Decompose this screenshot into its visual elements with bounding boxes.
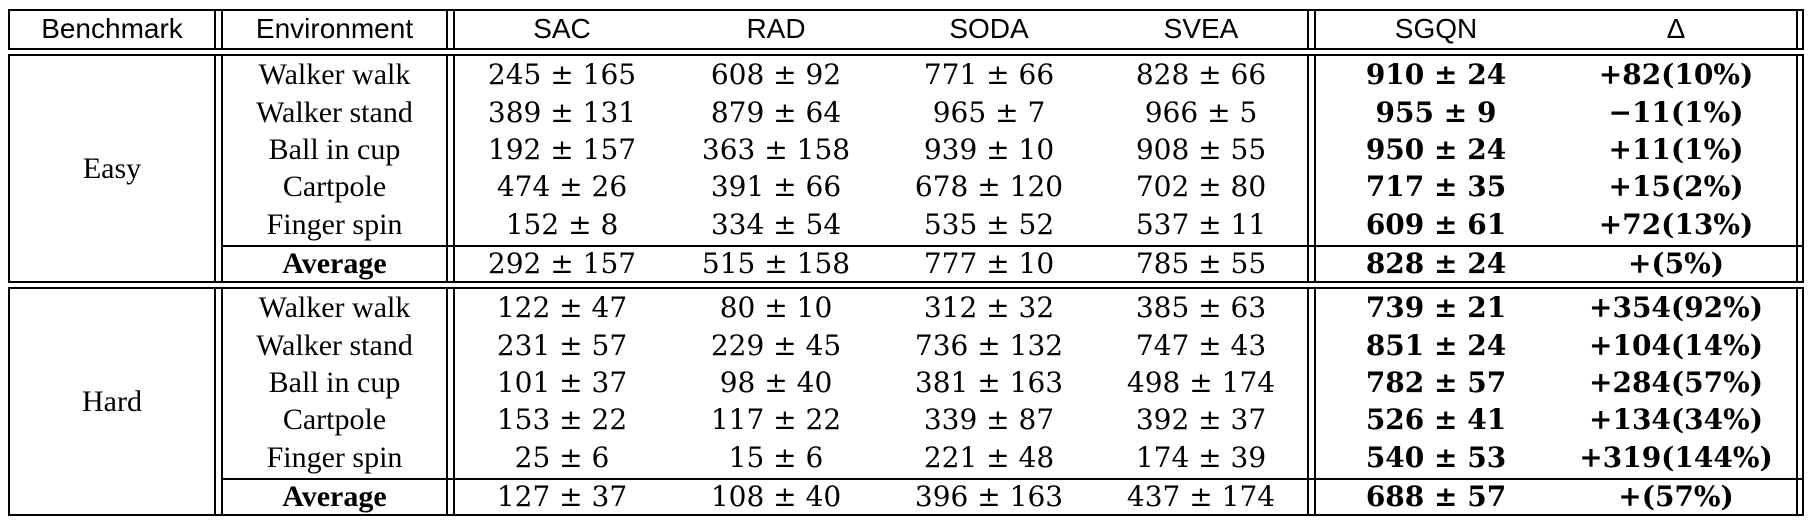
sgqn-cell: 526 ± 41 bbox=[1365, 402, 1507, 436]
soda-cell: 381 ± 163 bbox=[914, 365, 1064, 399]
rule-easy-bottom bbox=[8, 281, 1804, 283]
svea-cell: 437 ± 174 bbox=[1126, 480, 1276, 513]
sgqn-cell: 828 ± 24 bbox=[1365, 247, 1507, 280]
svea-cell: 908 ± 55 bbox=[1135, 132, 1267, 166]
soda-cell: 678 ± 120 bbox=[914, 169, 1064, 203]
delta-cell: +134(34%) bbox=[1589, 402, 1763, 436]
svea-cell: 174 ± 39 bbox=[1135, 441, 1267, 474]
svea-cell: 385 ± 63 bbox=[1135, 291, 1267, 324]
rad-cell: 879 ± 64 bbox=[710, 95, 842, 129]
sgqn-cell: 950 ± 24 bbox=[1365, 132, 1507, 166]
sac-cell: 122 ± 47 bbox=[496, 291, 628, 324]
env-cell: Walker stand bbox=[256, 95, 413, 129]
rad-cell: 117 ± 22 bbox=[710, 402, 842, 436]
rule-v bbox=[1307, 288, 1309, 515]
rule-v bbox=[1802, 288, 1804, 515]
sgqn-cell: 782 ± 57 bbox=[1365, 365, 1507, 399]
sac-cell: 389 ± 131 bbox=[487, 95, 637, 129]
rad-cell: 229 ± 45 bbox=[710, 328, 842, 362]
env-cell: Ball in cup bbox=[268, 132, 401, 166]
delta-cell: +319(144%) bbox=[1579, 441, 1773, 474]
rad-cell: 334 ± 54 bbox=[710, 208, 842, 241]
header-svea: SVEA bbox=[1163, 13, 1239, 44]
sac-cell: 245 ± 165 bbox=[487, 58, 637, 91]
header-rad: RAD bbox=[746, 13, 806, 44]
delta-cell: −11(1%) bbox=[1608, 95, 1744, 129]
sac-cell: 192 ± 157 bbox=[487, 132, 637, 166]
sgqn-cell: 955 ± 9 bbox=[1375, 95, 1497, 129]
rule-v bbox=[1307, 10, 1309, 49]
delta-cell: +(57%) bbox=[1618, 480, 1734, 513]
rad-cell: 363 ± 158 bbox=[701, 132, 851, 166]
header-delta: Δ bbox=[1666, 13, 1686, 44]
rule-v bbox=[1796, 288, 1798, 515]
env-cell: Walker walk bbox=[258, 58, 411, 91]
sac-cell: 474 ± 26 bbox=[496, 169, 628, 203]
header-environment: Environment bbox=[255, 13, 414, 44]
soda-cell: 339 ± 87 bbox=[923, 402, 1055, 436]
rule-v bbox=[1802, 10, 1804, 49]
env-cell: Walker stand bbox=[256, 328, 413, 362]
delta-cell: +354(92%) bbox=[1589, 291, 1763, 324]
delta-cell: +15(2%) bbox=[1608, 169, 1744, 203]
rule-v bbox=[1796, 55, 1798, 282]
sgqn-cell: 910 ± 24 bbox=[1365, 58, 1507, 91]
svea-cell: 392 ± 37 bbox=[1135, 402, 1267, 436]
delta-cell: +284(57%) bbox=[1589, 365, 1763, 399]
sgqn-cell: 717 ± 35 bbox=[1365, 169, 1507, 203]
delta-cell: +104(14%) bbox=[1589, 328, 1763, 362]
rad-cell: 608 ± 92 bbox=[710, 58, 842, 91]
group-label-hard: Hard bbox=[82, 384, 142, 418]
soda-cell: 771 ± 66 bbox=[923, 58, 1055, 91]
rule-v bbox=[446, 55, 448, 282]
svea-cell: 498 ± 174 bbox=[1126, 365, 1276, 399]
sgqn-cell: 851 ± 24 bbox=[1365, 328, 1507, 362]
sgqn-cell: 739 ± 21 bbox=[1365, 291, 1507, 324]
sac-cell: 292 ± 157 bbox=[487, 247, 637, 280]
rule-v bbox=[1802, 55, 1804, 282]
rad-cell: 98 ± 40 bbox=[719, 365, 833, 399]
sac-cell: 25 ± 6 bbox=[514, 441, 610, 474]
svea-cell: 702 ± 80 bbox=[1135, 169, 1267, 203]
delta-cell: +(5%) bbox=[1627, 247, 1725, 280]
rad-cell: 108 ± 40 bbox=[710, 480, 842, 513]
sac-cell: 153 ± 22 bbox=[496, 402, 628, 436]
rule-header-bottom bbox=[8, 48, 1804, 50]
soda-cell: 736 ± 132 bbox=[914, 328, 1064, 362]
sac-cell: 152 ± 8 bbox=[505, 208, 619, 241]
svea-cell: 966 ± 5 bbox=[1144, 95, 1258, 129]
rule-hard-bottom bbox=[8, 514, 1804, 516]
soda-cell: 965 ± 7 bbox=[932, 95, 1046, 129]
env-cell: Walker walk bbox=[258, 291, 411, 324]
rad-cell: 515 ± 158 bbox=[701, 247, 851, 280]
soda-cell: 396 ± 163 bbox=[914, 480, 1064, 513]
soda-cell: 939 ± 10 bbox=[923, 132, 1055, 166]
svea-cell: 828 ± 66 bbox=[1135, 58, 1267, 91]
rule-v bbox=[1307, 55, 1309, 282]
rule-v bbox=[446, 288, 448, 515]
env-cell: Cartpole bbox=[282, 169, 387, 203]
rad-cell: 80 ± 10 bbox=[719, 291, 833, 324]
rule-v bbox=[1796, 10, 1798, 49]
env-cell: Average bbox=[282, 480, 387, 513]
soda-cell: 312 ± 32 bbox=[923, 291, 1055, 324]
header-sac: SAC bbox=[533, 13, 591, 44]
svea-cell: 785 ± 55 bbox=[1135, 247, 1267, 280]
sgqn-cell: 540 ± 53 bbox=[1365, 441, 1507, 474]
env-cell: Ball in cup bbox=[268, 365, 401, 399]
rule-v bbox=[214, 10, 216, 49]
delta-cell: +72(13%) bbox=[1598, 208, 1754, 241]
env-cell: Finger spin bbox=[266, 208, 403, 241]
env-cell: Average bbox=[282, 247, 387, 280]
rad-cell: 15 ± 6 bbox=[728, 441, 824, 474]
env-cell: Cartpole bbox=[282, 402, 387, 436]
delta-cell: +11(1%) bbox=[1608, 132, 1744, 166]
soda-cell: 777 ± 10 bbox=[923, 247, 1055, 280]
soda-cell: 221 ± 48 bbox=[923, 441, 1055, 474]
rule-v bbox=[446, 10, 448, 49]
rule-v bbox=[214, 288, 216, 515]
sgqn-cell: 609 ± 61 bbox=[1365, 208, 1507, 241]
sac-cell: 101 ± 37 bbox=[496, 365, 628, 399]
soda-cell: 535 ± 52 bbox=[923, 208, 1055, 241]
group-label-easy: Easy bbox=[82, 151, 142, 185]
rad-cell: 391 ± 66 bbox=[710, 169, 842, 203]
delta-cell: +82(10%) bbox=[1598, 58, 1754, 91]
sac-cell: 231 ± 57 bbox=[496, 328, 628, 362]
header-sgqn: SGQN bbox=[1394, 13, 1478, 44]
header-soda: SODA bbox=[949, 13, 1029, 44]
header-benchmark: Benchmark bbox=[41, 13, 183, 44]
svea-cell: 747 ± 43 bbox=[1135, 328, 1267, 362]
rule-v bbox=[214, 55, 216, 282]
env-cell: Finger spin bbox=[266, 441, 403, 474]
sac-cell: 127 ± 37 bbox=[496, 480, 628, 513]
sgqn-cell: 688 ± 57 bbox=[1365, 480, 1507, 513]
svea-cell: 537 ± 11 bbox=[1135, 208, 1267, 241]
